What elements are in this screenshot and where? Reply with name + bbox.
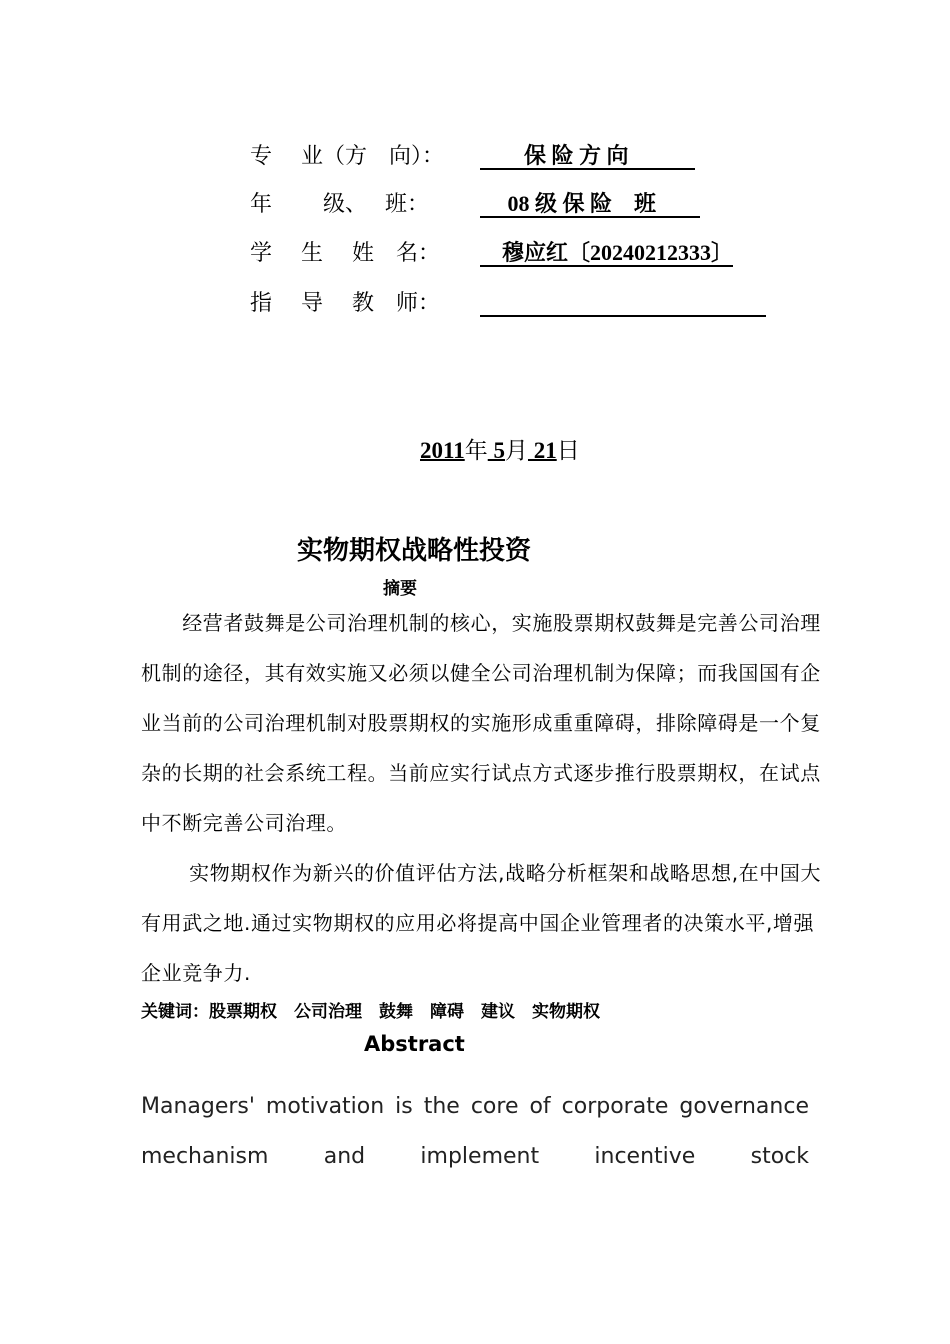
grade-row	[250, 184, 700, 218]
advisor-row	[250, 283, 766, 317]
keywords: 关键词：股票期权 公司治理 鼓舞 障碍 建议 实物期权	[141, 1002, 600, 1022]
abstract-heading-cn: 摘要	[383, 579, 417, 599]
grade-label: 年 级、 班：	[250, 192, 429, 217]
paper-title: 实物期权战略性投资	[297, 536, 532, 566]
advisor-value	[480, 292, 766, 317]
grade-value: 08 级 保 险 班	[480, 191, 701, 216]
major-row	[250, 136, 695, 170]
student-row	[250, 233, 733, 267]
major-value: 保 险 方 向	[480, 143, 695, 168]
advisor-label: 指 导 教 师：	[250, 291, 440, 316]
date-year-unit: 年	[464, 438, 488, 464]
date-month: 5	[487, 438, 505, 463]
date-day-unit: 日	[556, 438, 580, 464]
major-label: 专 业（方 向）：	[250, 144, 444, 169]
abstract-cn-paragraph-2: 实物期权作为新兴的价值评估方法,战略分析框架和战略思想,在中国大有用武之地.通过实物期权的应用必将提高中国企业管理者的决策水平,增强企业竞争力.	[141, 861, 822, 985]
submission-date	[420, 432, 580, 465]
date-year: 2011	[420, 438, 465, 463]
student-label: 学 生 姓 名：	[250, 241, 440, 266]
date-month-unit: 月	[504, 438, 528, 464]
abstract-heading-en: Abstract	[364, 1032, 465, 1056]
abstract-cn-paragraph-1: 经营者鼓舞是公司治理机制的核心，实施股票期权鼓舞是完善公司治理机制的途径，其有效实施又必须以健全公司治理机制为保障；而我国国有企业当前的公司治理机制对股票期权的实施形成重重障碍，排除障碍是一个复杂的长期的社会系统工程。当前应实行试点方式逐步推行股票期权，在试点中不断完善公司治理。	[141, 611, 821, 835]
date-day: 21	[527, 438, 557, 463]
student-value: 穆应红〔20240212333〕	[480, 240, 734, 265]
abstract-en-paragraph-1: Managers' motivation is the core of corporate governance mechanism and implement incentive stock	[141, 1094, 809, 1169]
